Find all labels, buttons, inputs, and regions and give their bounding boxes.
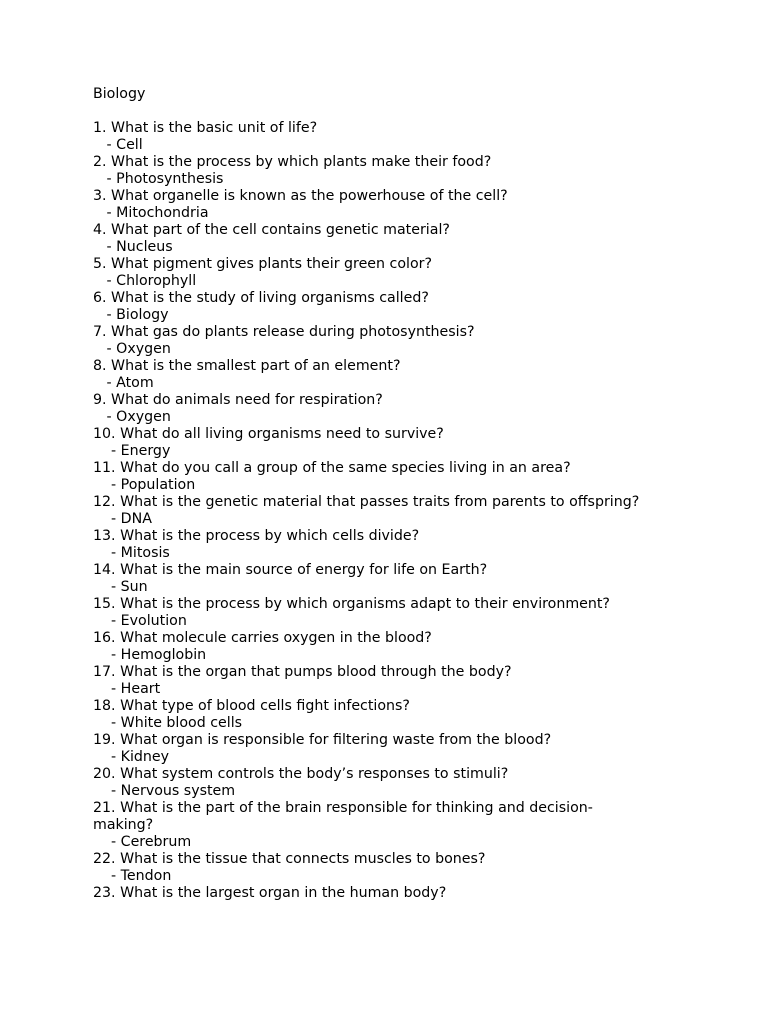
answer-2: - Photosynthesis [93,171,224,187]
answer-10: - Energy [93,443,171,459]
question-6: 6. What is the study of living organisms called? [93,290,429,306]
question-12: 12. What is the genetic material that passes traits from parents to offspring? [93,494,640,510]
question-20: 20. What system controls the body’s responses to stimuli? [93,766,509,782]
answer-15: - Evolution [93,613,187,629]
answer-5: - Chlorophyll [93,273,197,289]
answer-16: - Hemoglobin [93,647,207,663]
question-14: 14. What is the main source of energy for life on Earth? [93,562,488,578]
answer-9: - Oxygen [93,409,171,425]
blank-line [93,103,663,120]
question-4: 4. What part of the cell contains genetic material? [93,222,450,238]
answer-8: - Atom [93,375,154,391]
question-7: 7. What gas do plants release during photosynthesis? [93,324,475,340]
answer-22: - Tendon [93,868,172,884]
answer-19: - Kidney [93,749,170,765]
answer-3: - Mitochondria [93,205,209,221]
question-9: 9. What do animals need for respiration? [93,392,383,408]
answer-1: - Cell [93,137,143,153]
document-title: Biology [93,86,146,102]
answer-14: - Sun [93,579,148,595]
question-5: 5. What pigment gives plants their green color? [93,256,432,272]
question-19: 19. What organ is responsible for filtering waste from the blood? [93,732,552,748]
question-21: 21. What is the part of the brain responsible for thinking and decision-making? [93,800,593,833]
question-22: 22. What is the tissue that connects muscles to bones? [93,851,486,867]
question-2: 2. What is the process by which plants make their food? [93,154,492,170]
question-17: 17. What is the organ that pumps blood through the body? [93,664,512,680]
question-1: 1. What is the basic unit of life? [93,120,318,136]
qa-list [93,120,663,902]
question-10: 10. What do all living organisms need to survive? [93,426,444,442]
answer-21: - Cerebrum [93,834,192,850]
answer-13: - Mitosis [93,545,170,561]
answer-7: - Oxygen [93,341,171,357]
question-16: 16. What molecule carries oxygen in the blood? [93,630,432,646]
question-8: 8. What is the smallest part of an element? [93,358,401,374]
answer-11: - Population [93,477,196,493]
answer-6: - Biology [93,307,169,323]
question-23: 23. What is the largest organ in the human body? [93,885,447,901]
document-page [93,86,663,902]
question-18: 18. What type of blood cells fight infections? [93,698,410,714]
question-15: 15. What is the process by which organisms adapt to their environment? [93,596,610,612]
answer-17: - Heart [93,681,161,697]
question-13: 13. What is the process by which cells divide? [93,528,420,544]
question-11: 11. What do you call a group of the same species living in an area? [93,460,571,476]
answer-18: - White blood cells [93,715,243,731]
answer-12: - DNA [93,511,152,527]
answer-20: - Nervous system [93,783,236,799]
question-3: 3. What organelle is known as the powerhouse of the cell? [93,188,508,204]
answer-4: - Nucleus [93,239,173,255]
